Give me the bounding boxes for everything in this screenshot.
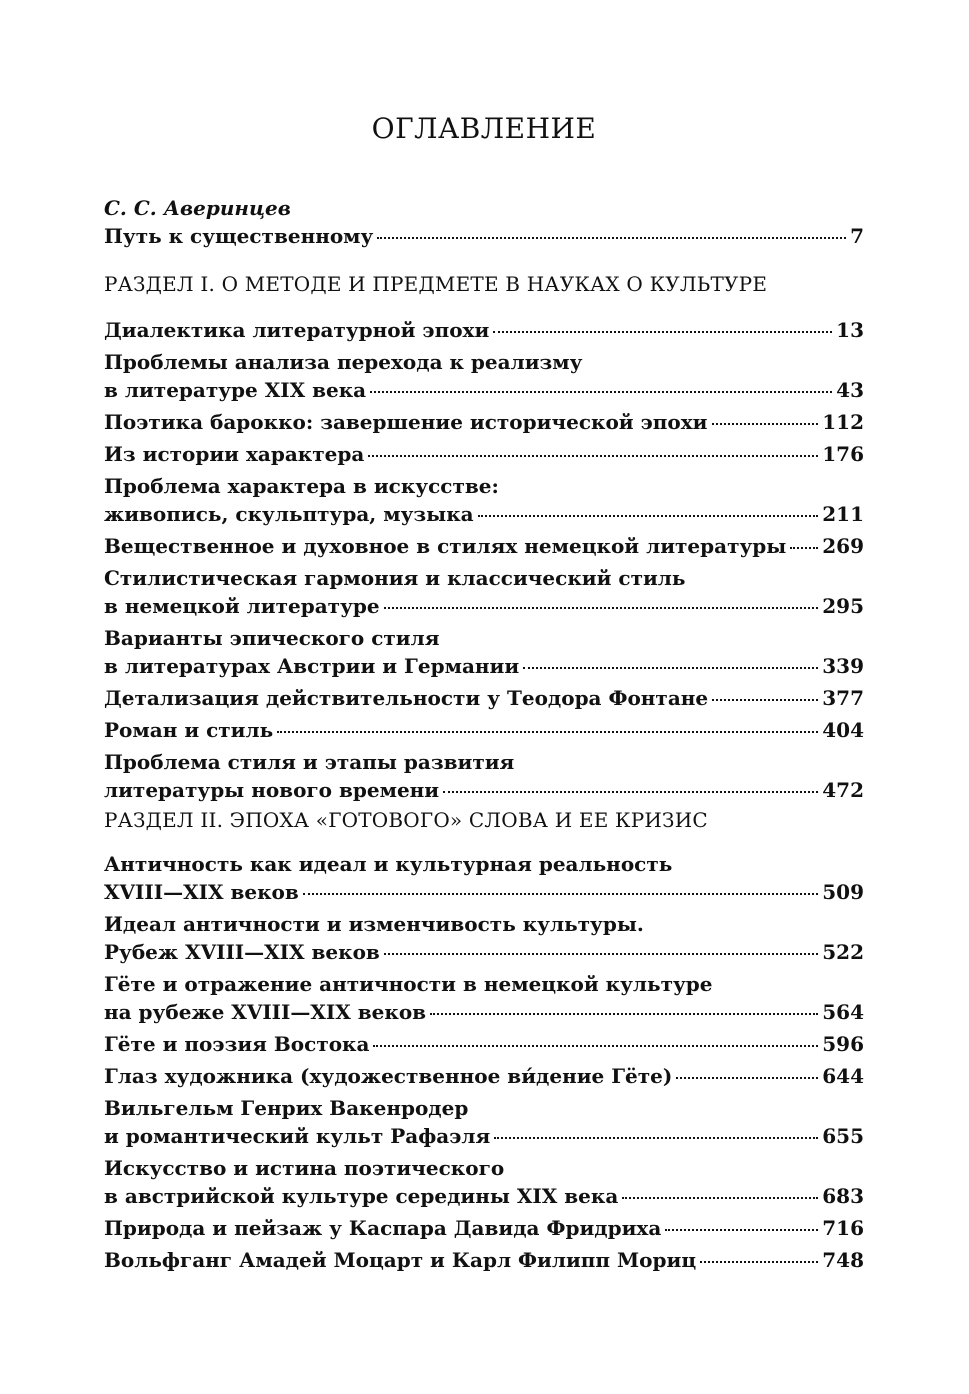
leader-dots bbox=[493, 331, 832, 333]
leader-dots bbox=[665, 1229, 818, 1231]
leader-dots bbox=[430, 1013, 818, 1015]
entry-title-line: Проблема стиля и этапы развития bbox=[104, 750, 515, 774]
entry-author: С. С. Аверинцев bbox=[104, 196, 291, 220]
toc-entry bbox=[104, 472, 864, 528]
entry-title-line: Поэтика барокко: завершение исторической эпохи bbox=[104, 410, 708, 434]
entry-page-number: 472 bbox=[822, 778, 864, 802]
toc-entry bbox=[104, 316, 864, 344]
entry-page-number: 596 bbox=[822, 1032, 864, 1056]
toc-entry bbox=[104, 1246, 864, 1274]
leader-dots bbox=[384, 953, 818, 955]
entry-page-number: 112 bbox=[822, 410, 864, 434]
leader-dots bbox=[622, 1197, 818, 1199]
entry-title-line: Путь к существенному bbox=[104, 224, 374, 248]
leader-dots bbox=[443, 791, 818, 793]
toc-entry bbox=[104, 1030, 864, 1058]
entry-page-number: 564 bbox=[822, 1000, 864, 1024]
entry-title-line: Глаз художника (художественное ви́дение Гёте) bbox=[104, 1064, 673, 1088]
entry-page-number: 683 bbox=[822, 1184, 864, 1208]
entry-title-line: Античность как идеал и культурная реальность bbox=[104, 852, 673, 876]
entry-title-line: Гёте и отражение античности в немецкой культуре bbox=[104, 972, 713, 996]
toc-entry bbox=[104, 684, 864, 712]
leader-dots bbox=[384, 607, 819, 609]
toc-entry bbox=[104, 1154, 864, 1210]
entry-title-line: XVIII—XIX веков bbox=[104, 880, 299, 904]
entry-page-number: 748 bbox=[822, 1248, 864, 1272]
entry-page-number: 339 bbox=[822, 654, 864, 678]
section-2-entries bbox=[104, 850, 864, 1274]
entry-title-line: Гёте и поэзия Востока bbox=[104, 1032, 370, 1056]
entry-page-number: 211 bbox=[822, 502, 864, 526]
toc-entry bbox=[104, 748, 864, 804]
toc-entry bbox=[104, 532, 864, 560]
toc-entry bbox=[104, 1094, 864, 1150]
entry-title-line: в немецкой литературе bbox=[104, 594, 380, 618]
entry-title-line: Вильгельм Генрих Вакенродер bbox=[104, 1096, 469, 1120]
entry-title-line: Варианты эпического стиля bbox=[104, 626, 440, 650]
entry-page-number: 404 bbox=[822, 718, 864, 742]
leader-dots bbox=[373, 1045, 818, 1047]
toc-entry bbox=[104, 440, 864, 468]
entry-page-number: 295 bbox=[822, 594, 864, 618]
entry-title-line: Вещественное и духовное в стилях немецкой литературы bbox=[104, 534, 787, 558]
leader-dots bbox=[700, 1261, 818, 1263]
section-1-entries bbox=[104, 316, 864, 804]
entry-title-line: и романтический культ Рафаэля bbox=[104, 1124, 491, 1148]
toc-entry bbox=[104, 1062, 864, 1090]
leader-dots bbox=[712, 699, 818, 701]
entry-title-line: Природа и пейзаж у Каспара Давида Фридриха bbox=[104, 1216, 662, 1240]
entry-page-number: 269 bbox=[822, 534, 864, 558]
entry-page-number: 522 bbox=[822, 940, 864, 964]
toc-entry bbox=[104, 716, 864, 744]
entry-title-line: литературы нового времени bbox=[104, 778, 440, 802]
toc-entry bbox=[104, 348, 864, 404]
leader-dots bbox=[277, 731, 818, 733]
entry-title-line: в литературе XIX века bbox=[104, 378, 367, 402]
intro-entry bbox=[104, 194, 864, 250]
section-heading-2: РАЗДЕЛ II. ЭПОХА «ГОТОВОГО» СЛОВА И ЕЕ КРИЗИС bbox=[104, 808, 708, 832]
entry-title-line: Проблема характера в искусстве: bbox=[104, 474, 499, 498]
toc-entry bbox=[104, 564, 864, 620]
entry-page-number: 176 bbox=[822, 442, 864, 466]
toc-entry bbox=[104, 408, 864, 436]
section-heading-1: РАЗДЕЛ I. О МЕТОДЕ И ПРЕДМЕТЕ В НАУКАХ О КУЛЬТУРЕ bbox=[104, 272, 768, 296]
toc-entry bbox=[104, 850, 864, 906]
entry-title-line: Из истории характера bbox=[104, 442, 365, 466]
entry-page-number: 509 bbox=[822, 880, 864, 904]
toc-entry bbox=[104, 624, 864, 680]
entry-title-line: Вольфганг Амадей Моцарт и Карл Филипп Мориц bbox=[104, 1248, 697, 1272]
leader-dots bbox=[523, 667, 818, 669]
entry-page-number: 655 bbox=[822, 1124, 864, 1148]
toc-entry bbox=[104, 970, 864, 1026]
leader-dots bbox=[676, 1077, 818, 1079]
leader-dots bbox=[368, 455, 818, 457]
entry-title-line: Роман и стиль bbox=[104, 718, 274, 742]
entry-title-line: в австрийской культуре середины XIX века bbox=[104, 1184, 619, 1208]
entry-title-line: Детализация действительности у Теодора Фонтане bbox=[104, 686, 709, 710]
page-title: ОГЛАВЛЕНИЕ bbox=[371, 112, 597, 145]
entry-page-number: 377 bbox=[822, 686, 864, 710]
entry-page-number: 7 bbox=[850, 224, 864, 248]
entry-title-line: в литературах Австрии и Германии bbox=[104, 654, 520, 678]
entry-title-line: Искусство и истина поэтического bbox=[104, 1156, 505, 1180]
leader-dots bbox=[494, 1137, 818, 1139]
entry-title-line: Проблемы анализа перехода к реализму bbox=[104, 350, 583, 374]
entry-title-line: на рубеже XVIII—XIX веков bbox=[104, 1000, 427, 1024]
entry-page-number: 43 bbox=[836, 378, 864, 402]
entry-page-number: 644 bbox=[822, 1064, 864, 1088]
leader-dots bbox=[303, 893, 818, 895]
entry-title-line: Идеал античности и изменчивость культуры. bbox=[104, 912, 644, 936]
leader-dots bbox=[370, 391, 832, 393]
entry-title-line: Диалектика литературной эпохи bbox=[104, 318, 490, 342]
leader-dots bbox=[790, 547, 818, 549]
toc-entry bbox=[104, 1214, 864, 1242]
entry-title-line: Стилистическая гармония и классический стиль bbox=[104, 566, 686, 590]
entry-title-line: Рубеж XVIII—XIX веков bbox=[104, 940, 380, 964]
entry-page-number: 716 bbox=[822, 1216, 864, 1240]
leader-dots bbox=[377, 237, 846, 239]
leader-dots bbox=[712, 423, 819, 425]
leader-dots bbox=[478, 515, 819, 517]
entry-page-number: 13 bbox=[836, 318, 864, 342]
toc-entry bbox=[104, 910, 864, 966]
entry-title-line: живопись, скульптура, музыка bbox=[104, 502, 474, 526]
